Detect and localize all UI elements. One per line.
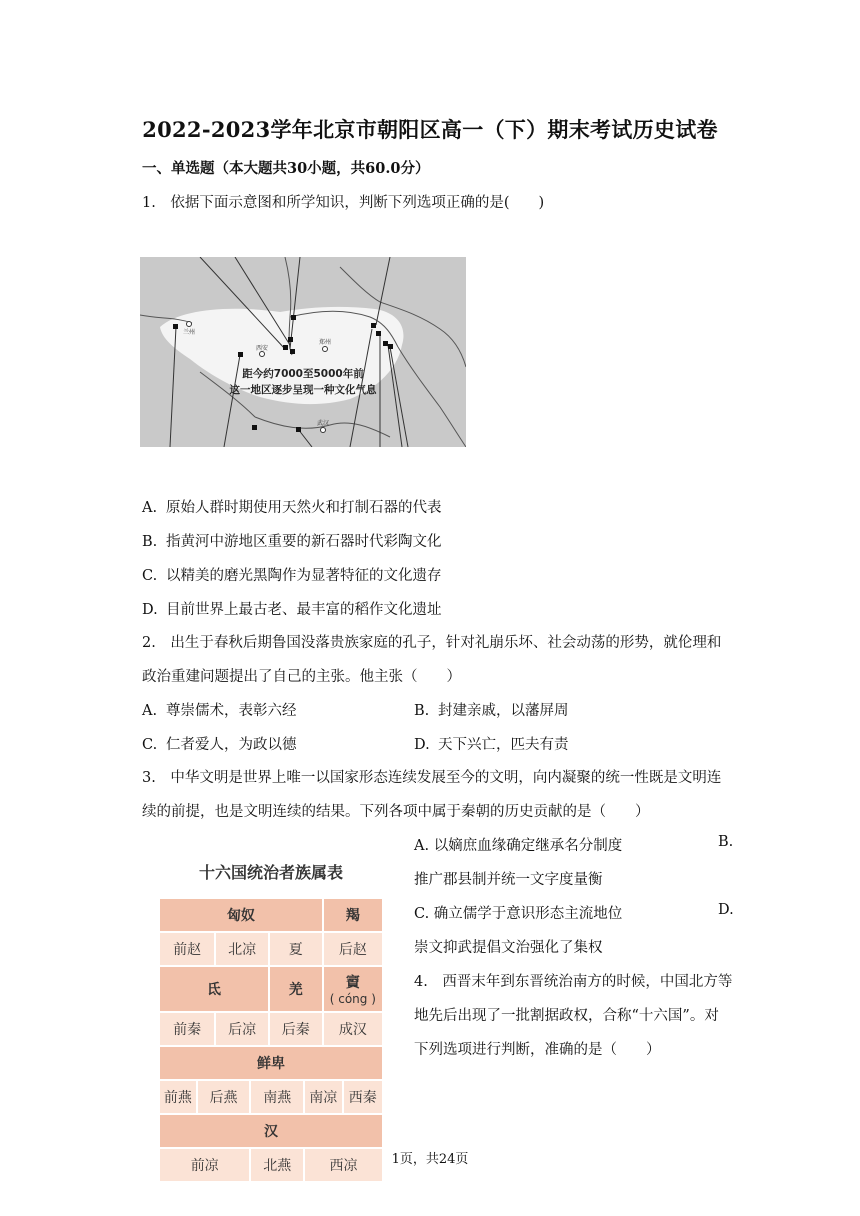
kingdom-cell: 后燕 — [198, 1081, 250, 1113]
neolithic-culture-map — [140, 257, 466, 447]
question-2-line1: 2. 出生于春秋后期鲁国没落贵族家庭的孔子，针对礼崩乐坏、社会动荡的形势，就伦理和 — [142, 635, 722, 651]
exam-title: 2022-2023学年北京市朝阳区高一（下）期末考试历史试卷 — [142, 117, 718, 142]
q2-option-d[interactable]: D. 天下兴亡，匹夫有责 — [414, 737, 569, 753]
kingdom-cell: 后凉 — [216, 1013, 268, 1045]
kingdom-cell: 成汉 — [324, 1013, 382, 1045]
table-title: 十六国统治者族属表 — [198, 863, 343, 882]
section-heading: 一、单选题（本大题共30小题，共60.0分） — [142, 160, 430, 177]
map-label-zhengzhou: 郑州 — [319, 339, 332, 346]
q3-option-d[interactable]: 崇文抑武提倡文治强化了集权 — [414, 940, 603, 956]
question-4-line2: 地先后出现了一批割据政权，合称“十六国”。对 — [414, 1008, 719, 1024]
kingdom-cell: 西秦 — [344, 1081, 383, 1113]
q2-option-a[interactable]: A. 尊崇儒术，表彰六经 — [142, 703, 297, 719]
question-2-line2: 政治重建问题提出了自己的主张。他主张（ ） — [142, 669, 461, 685]
cong-pinyin: ( cóng ) — [329, 992, 376, 1006]
sixteen-kingdoms-table-figure — [158, 860, 384, 1183]
q3-option-a[interactable]: A. 以嫡庶血缘确定继承名分制度 — [414, 838, 623, 854]
sixteen-kingdoms-table — [158, 897, 384, 1183]
kingdom-cell: 后赵 — [324, 933, 382, 965]
map-label-xian: 西安 — [256, 345, 269, 352]
kingdom-cell: 西凉 — [305, 1149, 382, 1181]
tribe-han: 汉 — [160, 1115, 382, 1147]
tribe-qiang: 羌 — [270, 967, 322, 1011]
q1-option-c[interactable]: C. 以精美的磨光黑陶作为显著特征的文化遗存 — [142, 568, 442, 584]
q1-option-d[interactable]: D. 目前世界上最古老、最丰富的稻作文化遗址 — [142, 602, 442, 618]
question-1-stem: 1. 依据下面示意图和所学知识，判断下列选项正确的是( ) — [142, 195, 545, 211]
kingdom-cell: 北凉 — [216, 933, 268, 965]
kingdom-cell: 前秦 — [160, 1013, 214, 1045]
question-3-line2: 续的前提，也是文明连续的结果。下列各项中属于秦朝的历史贡献的是（ ） — [142, 804, 650, 820]
tribe-xianbei: 鲜卑 — [160, 1047, 382, 1079]
map-caption-line2: 这一地区逐步呈现一种文化气息 — [229, 384, 377, 396]
q3-option-d-label[interactable]: D. — [718, 902, 734, 918]
map-label-lanzhou: 兰州 — [183, 329, 196, 336]
question-4-line1: 4. 西晋末年到东晋统治南方的时候，中国北方等 — [414, 974, 733, 990]
q3-option-c[interactable]: C. 确立儒学于意识形态主流地位 — [414, 906, 623, 922]
kingdom-cell: 前燕 — [160, 1081, 196, 1113]
q3-option-b-label[interactable]: B. — [718, 834, 734, 850]
kingdom-cell: 南燕 — [251, 1081, 303, 1113]
kingdom-cell: 夏 — [270, 933, 322, 965]
map-label-wuhan: 武汉 — [317, 420, 330, 427]
kingdom-cell: 南凉 — [305, 1081, 341, 1113]
q2-option-b[interactable]: B. 封建亲戚，以藩屏周 — [414, 703, 569, 719]
tribe-di: 氐 — [160, 967, 268, 1011]
kingdom-cell: 前凉 — [160, 1149, 249, 1181]
q1-option-a[interactable]: A. 原始人群时期使用天然火和打制石器的代表 — [142, 500, 442, 516]
tribe-cong: 賨 ( cóng ) — [324, 967, 382, 1011]
page-footer: 1页，共24页 — [391, 1152, 469, 1167]
tribe-xiongnu: 匈奴 — [160, 899, 322, 931]
q2-option-c[interactable]: C. 仁者爱人，为政以德 — [142, 737, 297, 753]
kingdom-cell: 后秦 — [270, 1013, 322, 1045]
question-3-line1: 3. 中华文明是世界上唯一以国家形态连续发展至今的文明，向内凝聚的统一性既是文明连 — [142, 770, 722, 786]
tribe-jie: 羯 — [324, 899, 382, 931]
map-caption-line1: 距今约7000至5000年前 — [242, 368, 364, 380]
kingdom-cell: 北燕 — [251, 1149, 303, 1181]
q1-option-b[interactable]: B. 指黄河中游地区重要的新石器时代彩陶文化 — [142, 534, 442, 550]
q3-option-b[interactable]: 推广郡县制并统一文字度量衡 — [414, 872, 603, 888]
kingdom-cell: 前赵 — [160, 933, 214, 965]
question-4-line3: 下列选项进行判断，准确的是（ ） — [414, 1042, 661, 1058]
